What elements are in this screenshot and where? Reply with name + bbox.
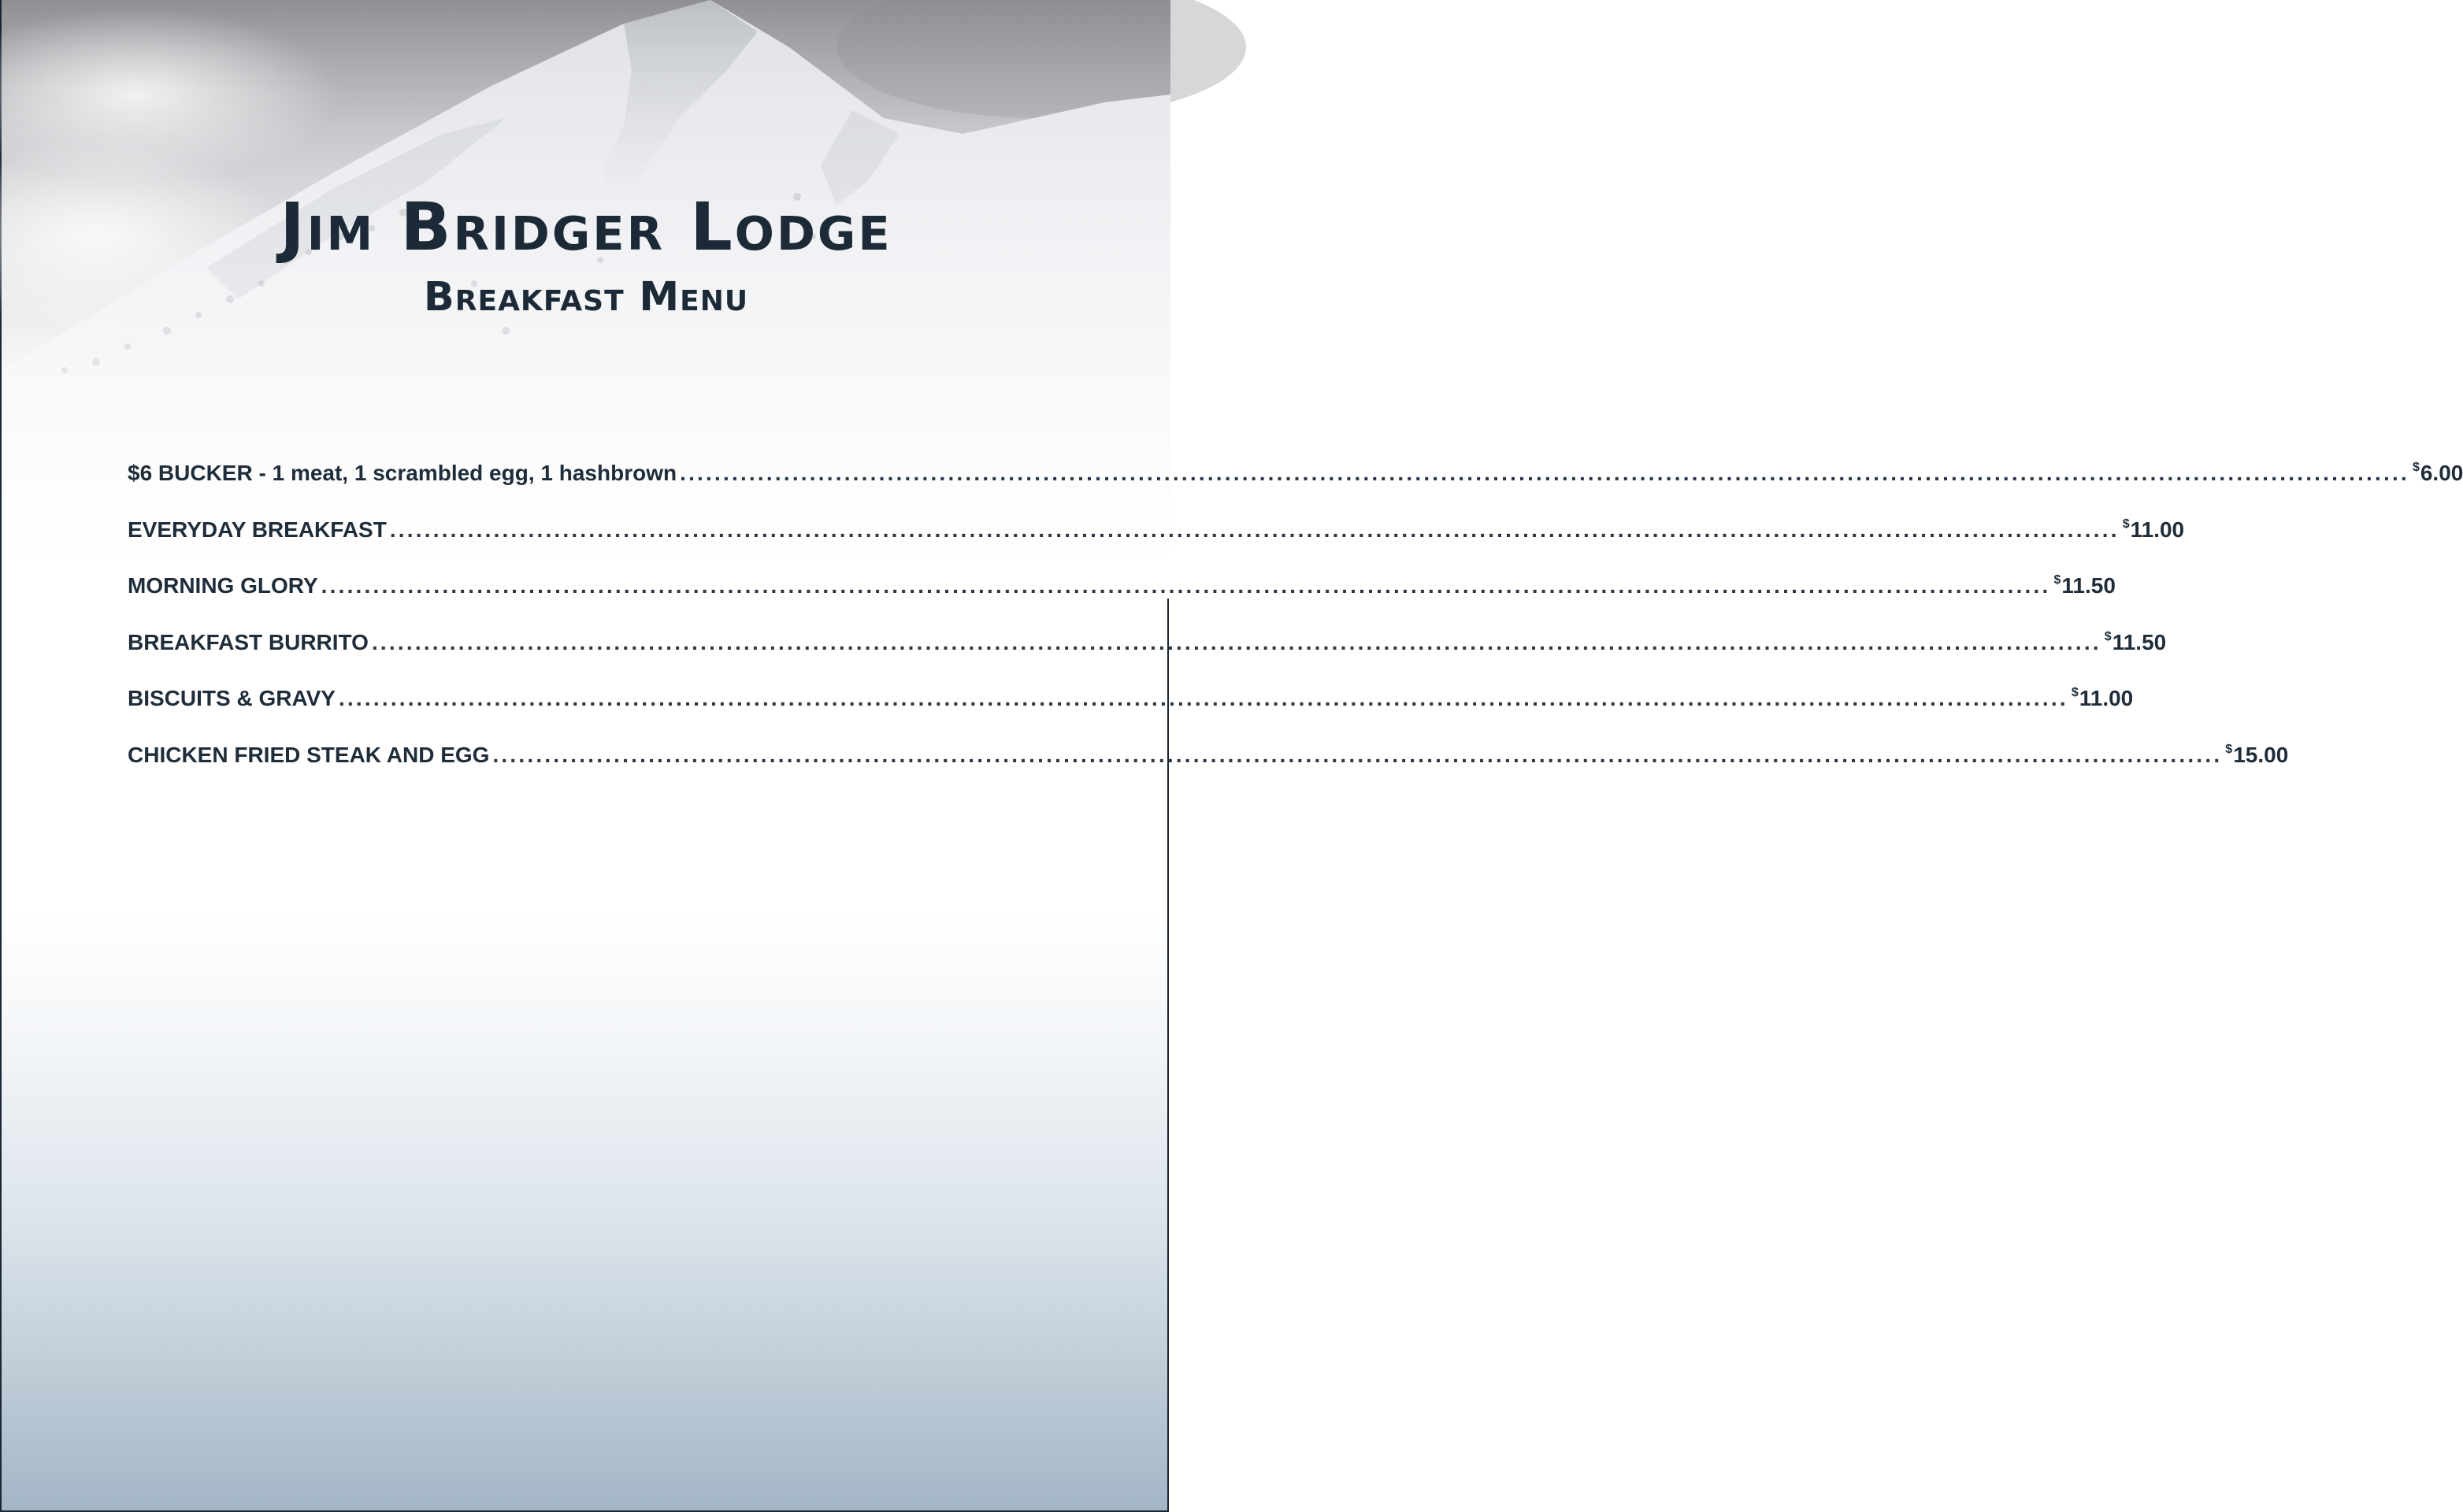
menu-subtitle: Breakfast Menu: [423, 274, 749, 321]
menu-item-breakfast-burrito: [128, 621, 2167, 654]
currency-symbol: $: [2053, 573, 2061, 587]
dot-leader: ........................................................................................................................................................................................................: [321, 573, 2051, 598]
price-value: 11.50: [2112, 629, 2167, 654]
menu-item-name: BISCUITS & GRAVY: [128, 686, 336, 710]
menu-item-chicken-fried-steak: [128, 733, 2289, 767]
price-value: 11.00: [2130, 517, 2185, 542]
menu-item-price: [2053, 564, 2115, 602]
dot-leader: ........................................................................................................................................................................................................: [371, 629, 2101, 654]
menu-item-morning-glory: [128, 564, 2116, 598]
price-value: 15.00: [2233, 742, 2289, 767]
menu-item-price: [2225, 733, 2288, 772]
menu-item-everyday-breakfast: [128, 508, 2185, 542]
menu-item-name: MORNING GLORY: [128, 573, 318, 598]
menu-item-price: [2413, 451, 2463, 490]
currency-symbol: $: [2071, 686, 2079, 699]
currency-symbol: $: [2412, 461, 2420, 474]
currency-symbol: $: [2104, 629, 2112, 643]
price-value: 11.50: [2061, 573, 2116, 598]
menu-item-name: EVERYDAY BREAKFAST: [128, 517, 387, 542]
currency-symbol: $: [2122, 517, 2130, 531]
restaurant-title: Jim Bridger Lodge: [280, 188, 892, 265]
currency-symbol: $: [2225, 742, 2233, 756]
menu-item-name: BREAKFAST BURRITO: [128, 629, 369, 654]
menu-item-price: [2105, 621, 2166, 659]
dot-leader: ........................................................................................................................................................................................................: [680, 461, 2409, 485]
menu-item-bucker: [128, 451, 2463, 485]
menu-list: [128, 451, 2463, 789]
dot-leader: ........................................................................................................................................................................................................: [492, 742, 2223, 767]
menu-item-biscuits-gravy: [128, 676, 2134, 710]
price-value: 11.00: [2079, 686, 2134, 710]
menu-item-name: $6 BUCKER - 1 meat, 1 scrambled egg, 1 hashbrown: [128, 461, 677, 485]
menu-item-name: CHICKEN FRIED STEAK AND EGG: [128, 742, 490, 767]
dot-leader: ........................................................................................................................................................................................................: [338, 686, 2068, 710]
dot-leader: ........................................................................................................................................................................................................: [389, 517, 2120, 542]
menu-item-price: [2123, 508, 2184, 547]
menu-item-price: [2072, 676, 2133, 715]
price-value: 6.00: [2420, 461, 2463, 485]
